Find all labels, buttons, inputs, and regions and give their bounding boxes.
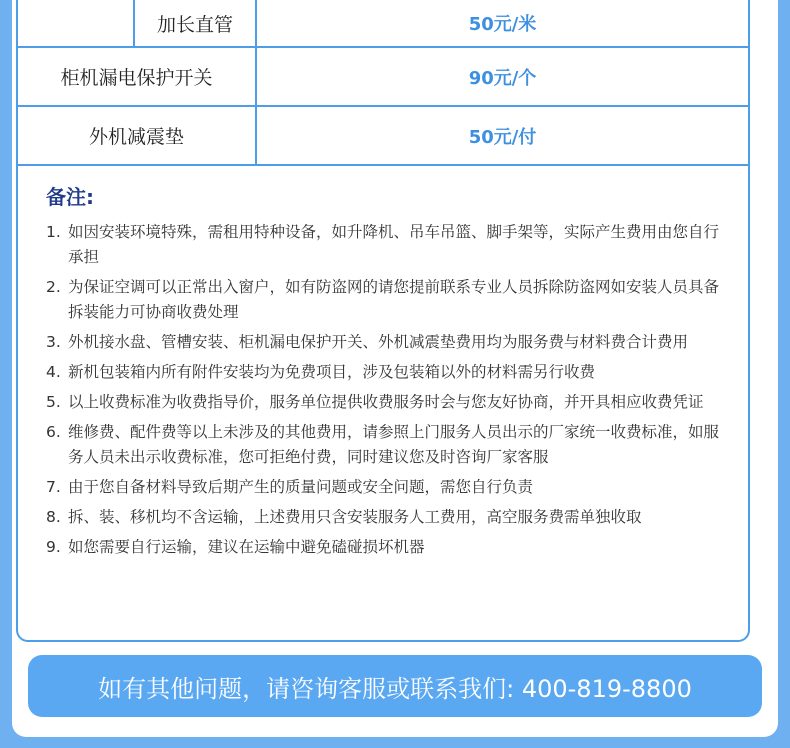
price-table [16, 0, 750, 166]
item-price: 50元/付 [468, 126, 537, 148]
table-row [18, 48, 748, 107]
note-text: 新机包装箱内所有附件安装均为免费项目，涉及包装箱以外的材料需另行收费 [68, 363, 596, 381]
note-number: 2. [46, 278, 61, 296]
note-number: 6. [46, 423, 61, 441]
table-row [18, 0, 748, 48]
note-text: 为保证空调可以正常出入窗户，如有防盗网的请您提前联系专业人员拆除防盗网如安装人员具备拆装能力可协商收费处理 [68, 278, 720, 321]
note-item [46, 330, 732, 355]
note-number: 9. [46, 538, 61, 556]
note-number: 1. [46, 223, 61, 241]
table-row [18, 107, 748, 166]
note-text: 如因安装环境特殊，需租用特种设备，如升降机、吊车吊篮、脚手架等，实际产生费用由您自行承担 [68, 223, 720, 266]
note-item [46, 220, 732, 270]
item-name: 柜机漏电保护开关 [18, 48, 257, 105]
note-item [46, 275, 732, 325]
note-text: 以上收费标准为收费指导价，服务单位提供收费服务时会与您友好协商，并开具相应收费凭证 [68, 393, 704, 411]
note-item [46, 360, 732, 385]
note-number: 3. [46, 333, 61, 351]
note-number: 8. [46, 508, 61, 526]
note-number: 5. [46, 393, 61, 411]
note-item [46, 475, 732, 500]
item-name-cell [18, 0, 257, 46]
item-name: 加长直管 [156, 13, 233, 36]
notes-title: 备注: [46, 185, 94, 209]
category-cell [18, 0, 135, 46]
note-text: 拆、装、移机均不含运输，上述费用只含安装服务人工费用，高空服务费需单独收取 [68, 508, 642, 526]
item-name: 外机减震垫 [18, 107, 257, 164]
note-text: 如您需要自行运输，建议在运输中避免磕碰损坏机器 [68, 538, 425, 556]
note-item [46, 390, 732, 415]
item-price: 50元/米 [468, 14, 537, 35]
note-text: 外机接水盘、管槽安装、柜机漏电保护开关、外机减震垫费用均为服务费与材料费合计费用 [68, 333, 689, 351]
note-text: 维修费、配件费等以上未涉及的其他费用，请参照上门服务人员出示的厂家统一收费标准，如服务人员未出示收费标准，您可拒绝付费，同时建议您及时咨询厂家客服 [68, 423, 720, 466]
notes-section [16, 165, 750, 642]
note-item [46, 505, 732, 530]
contact-banner: 如有其他问题，请咨询客服或联系我们: 400-819-8800 [28, 655, 762, 717]
note-item [46, 420, 732, 470]
note-number: 7. [46, 478, 61, 496]
note-text: 由于您自备材料导致后期产生的质量问题或安全问题，需您自行负责 [68, 478, 534, 496]
note-item [46, 535, 732, 560]
item-price: 90元/个 [468, 67, 537, 89]
note-number: 4. [46, 363, 61, 381]
